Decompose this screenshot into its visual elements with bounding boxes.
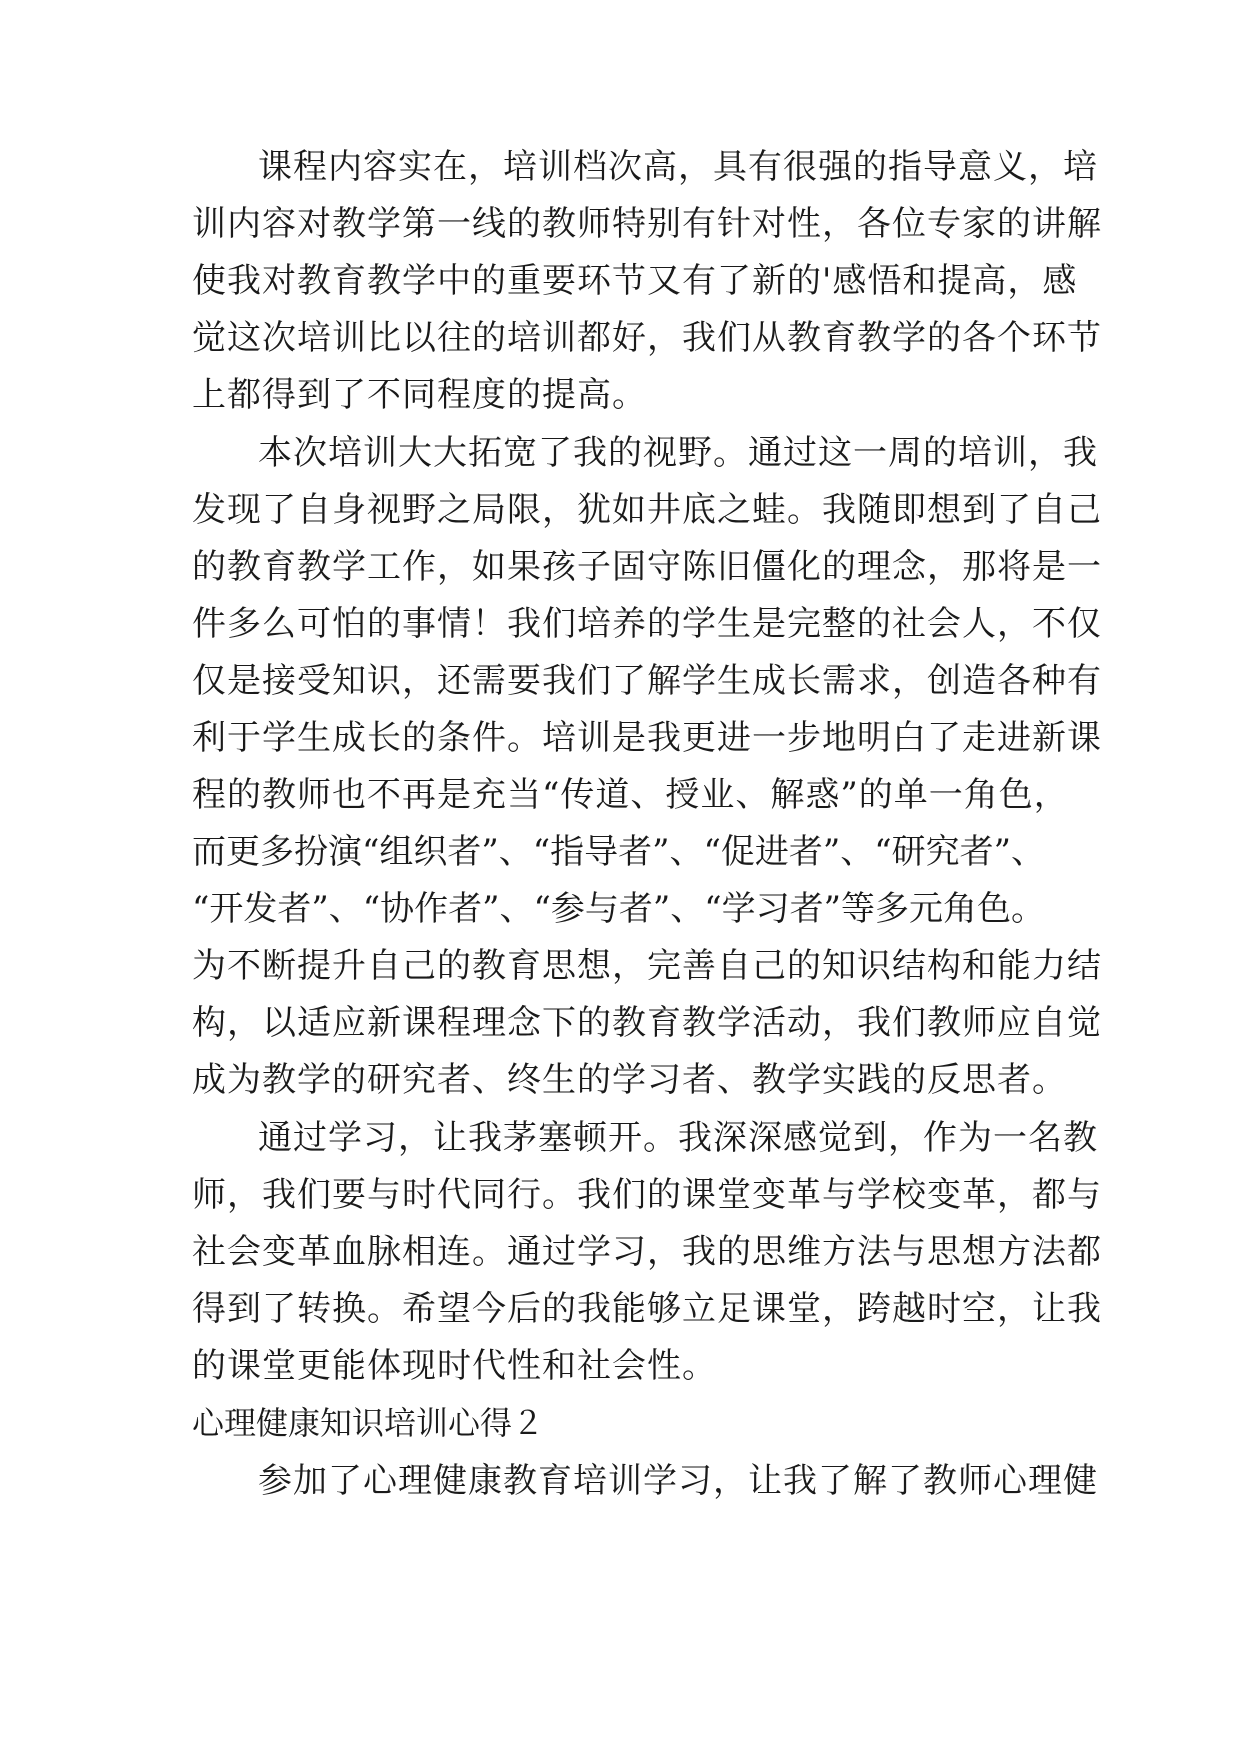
paragraph-2-line-12: 成为教学的研究者、终生的学习者、教学实践的反思者。 bbox=[192, 1060, 1067, 1100]
paragraph-1-line-2: 训内容对教学第一线的教师特别有针对性，各位专家的讲解 bbox=[192, 204, 1102, 244]
paragraph-1-line-4: 觉这次培训比以往的培训都好，我们从教育教学的各个环节 bbox=[192, 318, 1102, 358]
section-heading: 心理健康知识培训心得２ bbox=[192, 1404, 545, 1442]
paragraph-2-line-2: 发现了自身视野之局限，犹如井底之蛙。我随即想到了自己 bbox=[192, 490, 1102, 530]
paragraph-3-line-3: 社会变革血脉相连。通过学习，我的思维方法与思想方法都 bbox=[192, 1232, 1102, 1272]
paragraph-2-line-10: 为不断提升自己的教育思想，完善自己的知识结构和能力结 bbox=[192, 946, 1102, 986]
paragraph-3-line-2: 师，我们要与时代同行。我们的课堂变革与学校变革，都与 bbox=[192, 1175, 1102, 1215]
paragraph-2-line-6: 利于学生成长的条件。培训是我更进一步地明白了走进新课 bbox=[192, 718, 1102, 758]
paragraph-1-line-5: 上都得到了不同程度的提高。 bbox=[192, 375, 647, 415]
paragraph-1-line-3: 使我对教育教学中的重要环节又有了新的'感悟和提高，感 bbox=[192, 261, 1078, 301]
paragraph-2-line-1: 本次培训大大拓宽了我的视野。通过这一周的培训，我 bbox=[258, 433, 1098, 473]
paragraph-2-line-5: 仅是接受知识，还需要我们了解学生成长需求，创造各种有 bbox=[192, 661, 1102, 701]
paragraph-3-line-5: 的课堂更能体现时代性和社会性。 bbox=[192, 1346, 717, 1386]
paragraph-2-line-11: 构，以适应新课程理念下的教育教学活动，我们教师应自觉 bbox=[192, 1003, 1102, 1043]
paragraph-1-line-1: 课程内容实在，培训档次高，具有很强的指导意义，培 bbox=[258, 147, 1098, 187]
paragraph-2-line-3: 的教育教学工作，如果孩子固守陈旧僵化的理念，那将是一 bbox=[192, 547, 1102, 587]
paragraph-2-line-9: “开发者”、“协作者”、“参与者”、“学习者”等多元角色。 bbox=[192, 889, 1046, 929]
paragraph-3-line-1: 通过学习，让我茅塞顿开。我深深感觉到，作为一名教 bbox=[258, 1118, 1098, 1158]
paragraph-4-line-1: 参加了心理健康教育培训学习，让我了解了教师心理健 bbox=[258, 1461, 1098, 1501]
paragraph-2-line-4: 件多么可怕的事情！我们培养的学生是完整的社会人，不仅 bbox=[192, 604, 1102, 644]
paragraph-2-line-7: 程的教师也不再是充当“传道、授业、解惑”的单一角色， bbox=[192, 775, 1069, 815]
paragraph-2-line-8: 而更多扮演“组织者”、“指导者”、“促进者”、“研究者”、 bbox=[192, 832, 1046, 872]
paragraph-3-line-4: 得到了转换。希望今后的我能够立足课堂，跨越时空，让我 bbox=[192, 1289, 1102, 1329]
